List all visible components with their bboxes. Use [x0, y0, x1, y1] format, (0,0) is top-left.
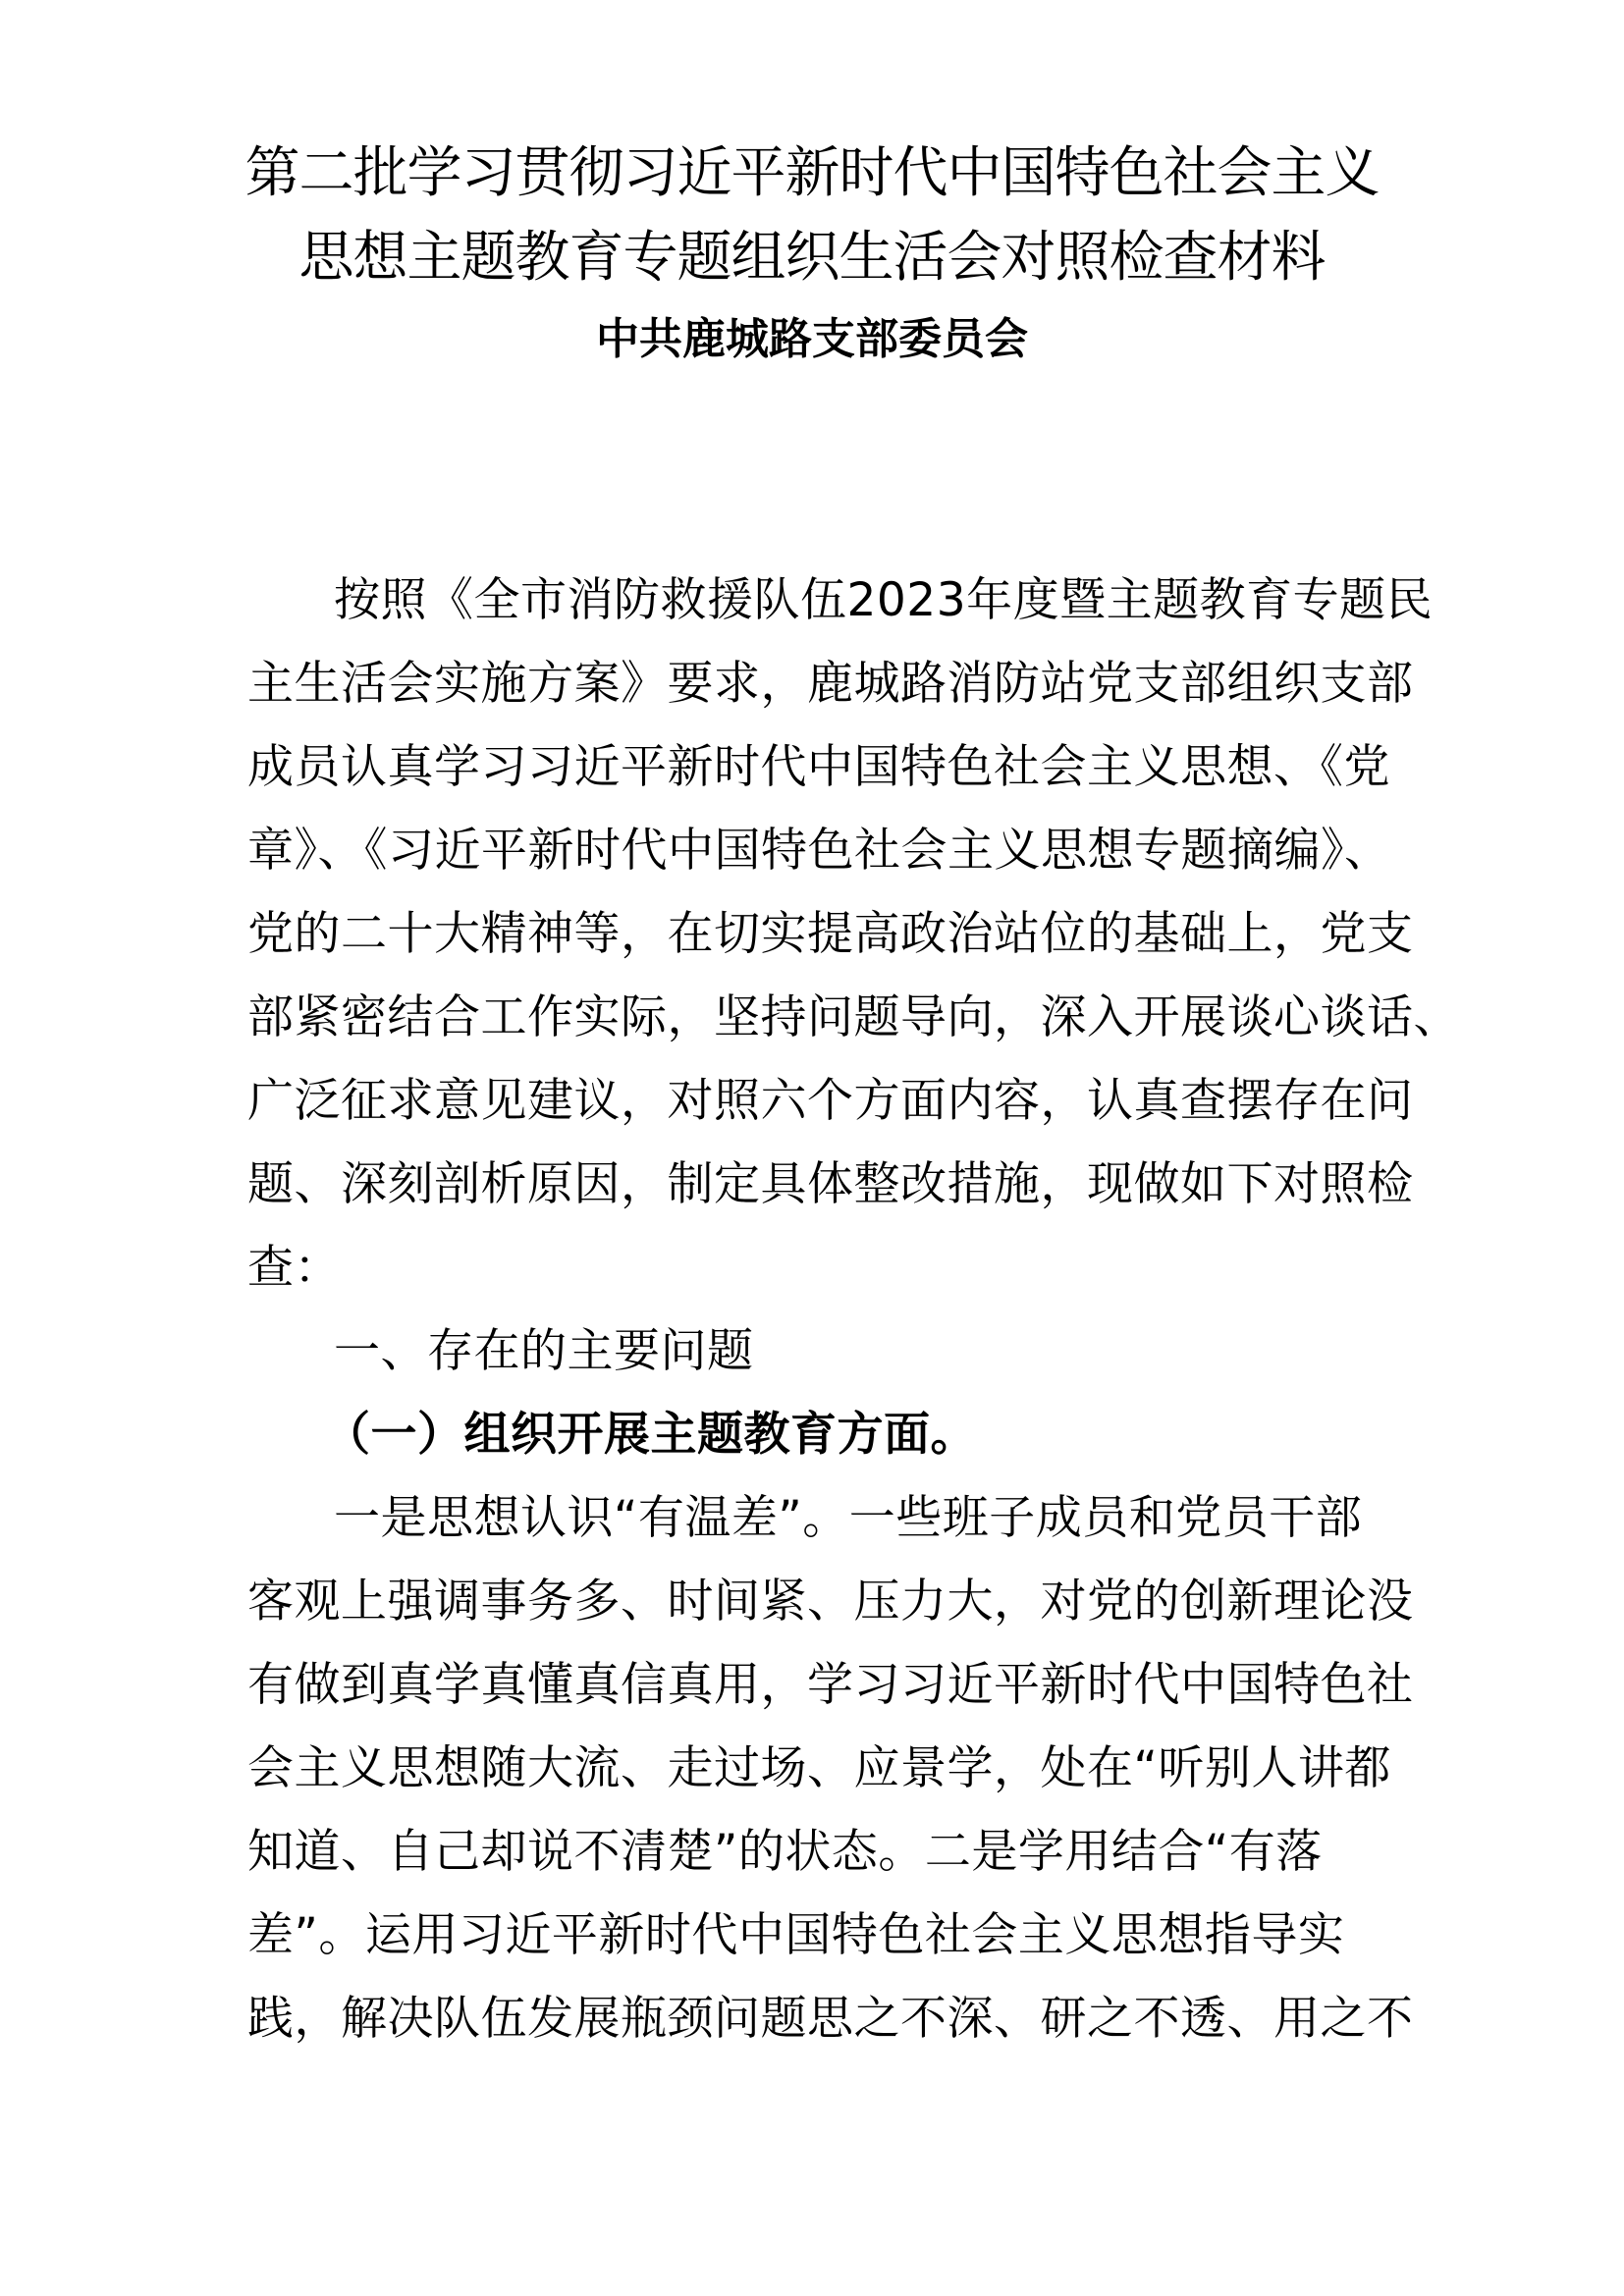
body-line-6: 差”。运用习近平新时代中国特色社会主义思想指导实 [247, 1908, 1345, 1962]
intro-line-3: 成员认真学习习近平新时代中国特色社会主义思想、《党 [247, 740, 1390, 794]
intro-line-7: 广泛征求意见建议，对照六个方面内容，认真查摆存在问 [247, 1074, 1414, 1128]
title-line-1: 第二批学习贯彻习近平新时代中国特色社会主义 [244, 141, 1380, 205]
body-line-7: 践，解决队伍发展瓶颈问题思之不深、研之不透、用之不 [247, 1992, 1414, 2046]
body-line-3: 有做到真学真懂真信真用，学习习近平新时代中国特色社 [247, 1658, 1414, 1712]
body-line-2: 客观上强调事务多、时间紧、压力大，对党的创新理论没 [247, 1575, 1414, 1629]
intro-line-5: 党的二十大精神等，在切实提高政治站位的基础上，党支 [247, 907, 1414, 961]
body-line-1: 一是思想认识“有温差”。一些班子成员和党员干部 [334, 1491, 1363, 1545]
intro-line-9: 查： [247, 1241, 341, 1295]
intro-line-6: 部紧密结合工作实际，坚持问题导向，深入开展谈心谈话、 [247, 990, 1460, 1044]
subsection-heading: （一）组织开展主题教育方面。 [324, 1408, 977, 1462]
author-line: 中共鹿城路支部委员会 [596, 314, 1028, 364]
body-line-5: 知道、自己却说不清楚”的状态。二是学用结合“有落 [247, 1825, 1323, 1879]
intro-line-8: 题、深刻剖析原因，制定具体整改措施，现做如下对照检 [247, 1157, 1414, 1211]
body-line-4: 会主义思想随大流、走过场、应景学，处在“听别人讲都 [247, 1741, 1391, 1795]
title-line-2: 思想主题教育专题组织生活会对照检查材料 [298, 226, 1326, 290]
intro-line-4: 章》、《习近平新时代中国特色社会主义思想专题摘编》、 [247, 824, 1391, 878]
section-heading: 一、存在的主要问题 [334, 1324, 754, 1378]
intro-line-2: 主生活会实施方案》要求，鹿城路消防站党支部组织支部 [247, 657, 1414, 711]
intro-line-1: 按照《全市消防救援队伍2023年度暨主题教育专题民 [334, 573, 1434, 627]
